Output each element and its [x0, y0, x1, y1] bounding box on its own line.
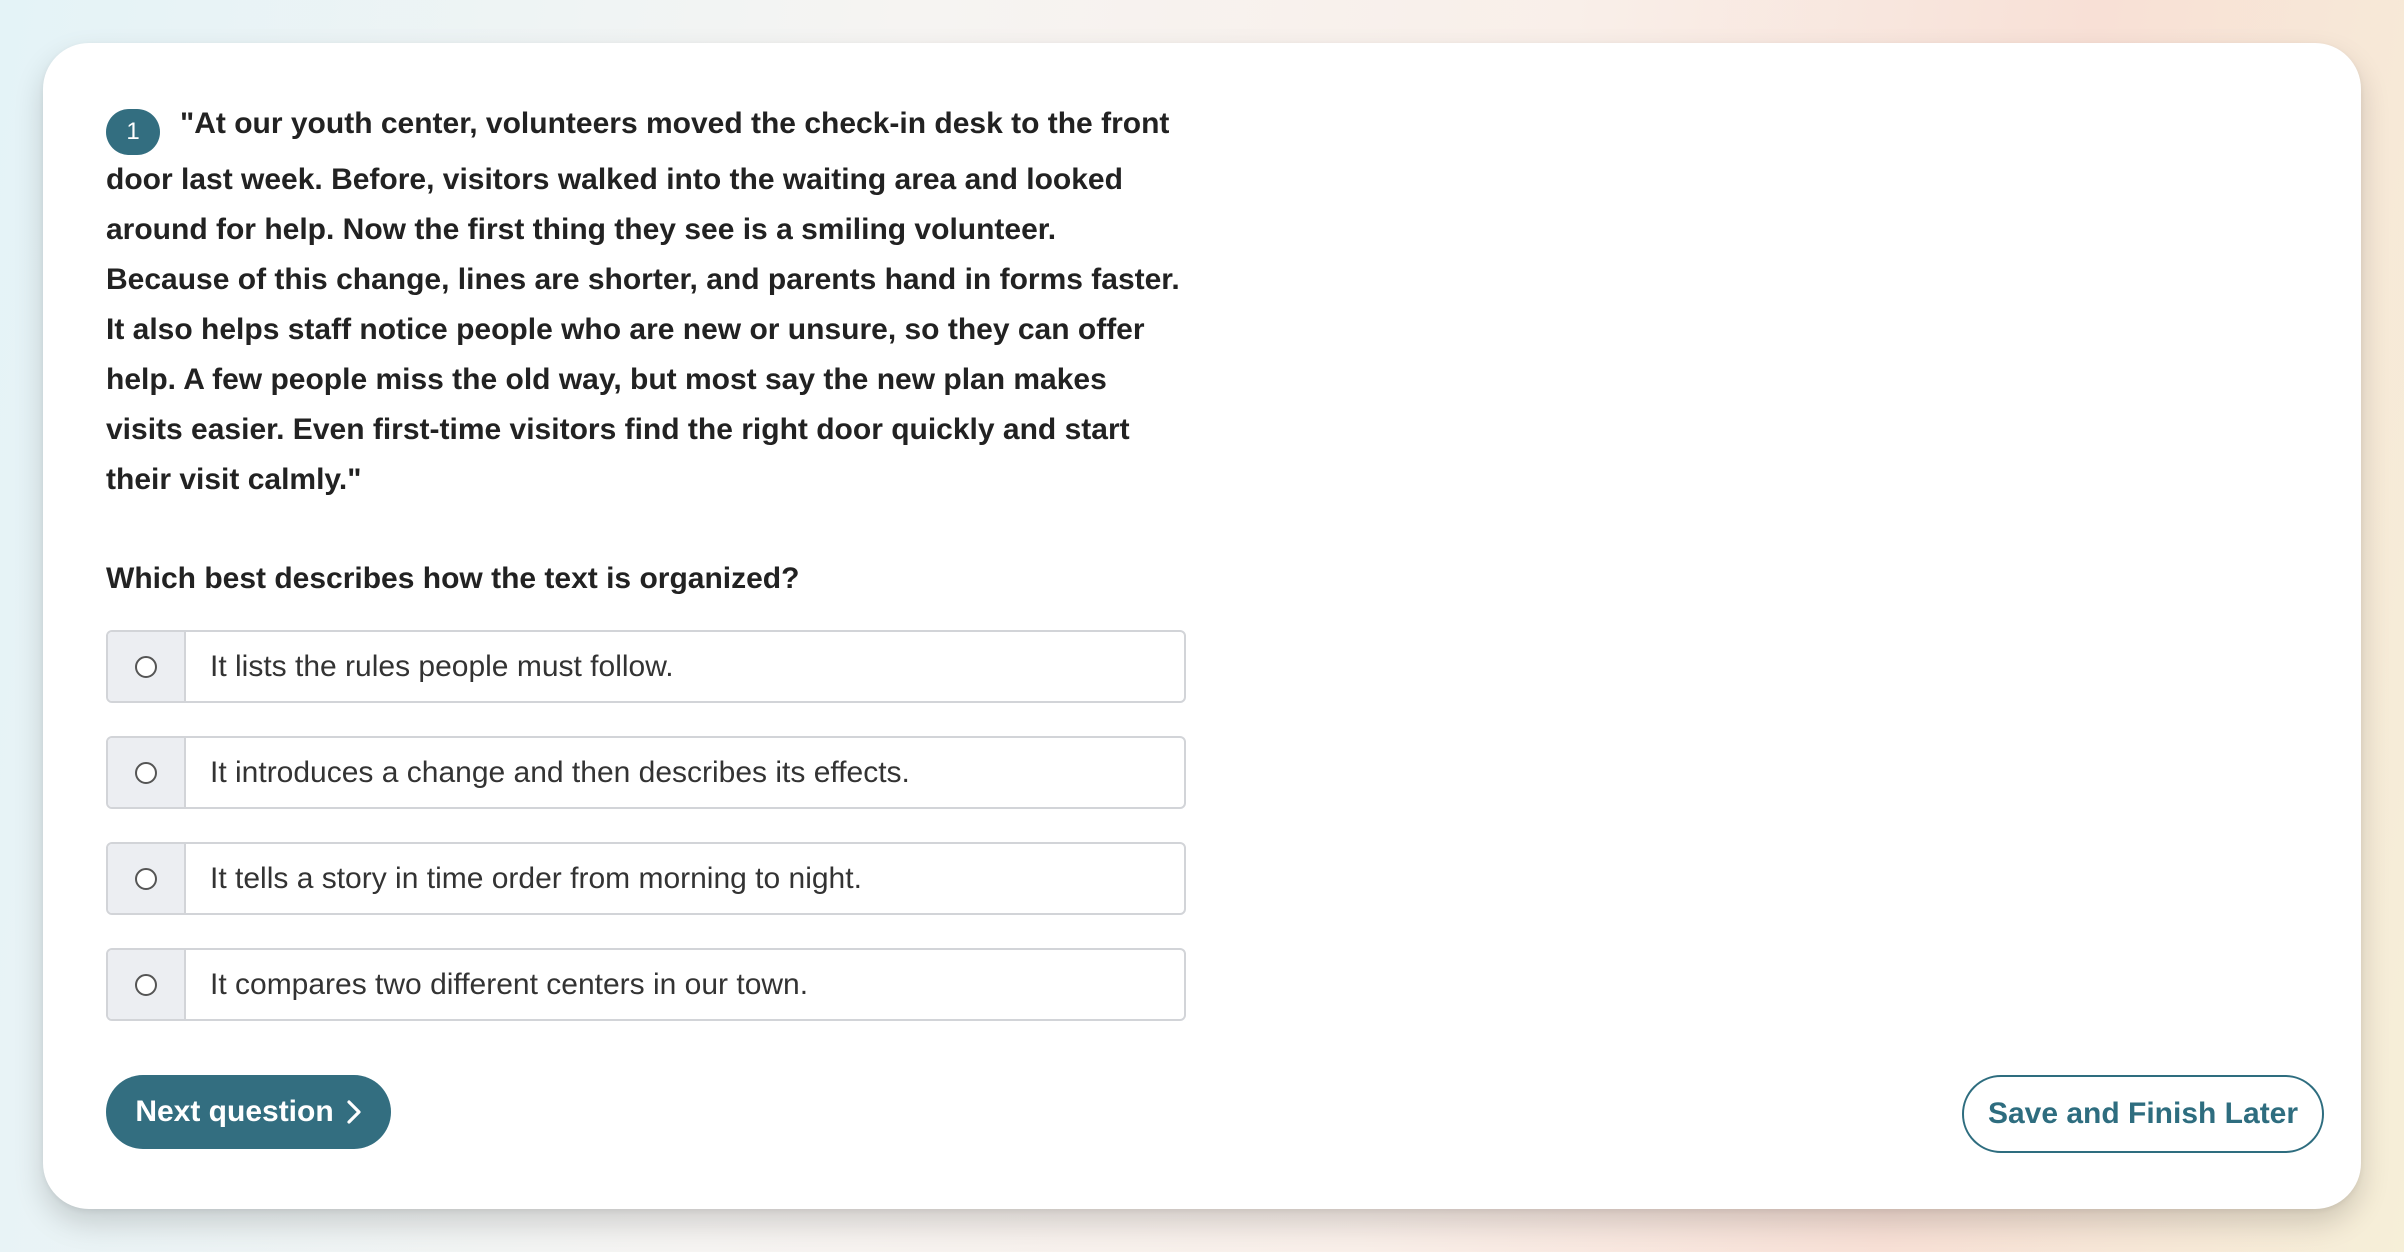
passage	[106, 99, 1186, 505]
chevron-right-icon	[346, 1099, 362, 1125]
answer-options	[106, 630, 1186, 1021]
radio-cell[interactable]	[108, 738, 186, 807]
question-card	[43, 43, 2361, 1209]
answer-option-label[interactable]: It compares two different centers in our town.	[210, 967, 809, 1001]
question-prompt: Which best describes how the text is organized?	[106, 562, 800, 595]
radio-button[interactable]	[135, 868, 157, 890]
radio-button[interactable]	[135, 974, 157, 996]
answer-option-a[interactable]	[106, 630, 1186, 703]
next-question-button[interactable]	[106, 1075, 391, 1149]
radio-cell[interactable]	[108, 632, 186, 701]
radio-cell[interactable]	[108, 844, 186, 913]
radio-button[interactable]	[135, 656, 157, 678]
question-content	[106, 99, 1186, 1054]
save-and-finish-later-button[interactable]: Save and Finish Later	[1962, 1075, 2324, 1153]
next-question-label: Next question	[135, 1095, 334, 1128]
radio-button[interactable]	[135, 762, 157, 784]
answer-option-label[interactable]: It tells a story in time order from morning to night.	[210, 861, 862, 895]
answer-option-label[interactable]: It lists the rules people must follow.	[210, 649, 674, 683]
answer-option-d[interactable]	[106, 948, 1186, 1021]
answer-option-c[interactable]	[106, 842, 1186, 915]
answer-option-label[interactable]: It introduces a change and then describes its effects.	[210, 755, 910, 789]
radio-cell[interactable]	[108, 950, 186, 1019]
passage-text: "At our youth center, volunteers moved the check-in desk to the front door last week. Before, visitors walked into the waiting area and looked around for help. Now the first thing they see is a smiling volunteer. Because of this change, lines are shorter, and parents hand in forms faster. It also helps staff notice people who are new or unsure, so they can offer help. A few people miss the old way, but most say the new plan makes visits easier. Even first-time visitors find the right door quickly and start their visit calmly."	[106, 107, 1180, 496]
question-number-badge: 1	[106, 109, 160, 155]
answer-option-b[interactable]	[106, 736, 1186, 809]
